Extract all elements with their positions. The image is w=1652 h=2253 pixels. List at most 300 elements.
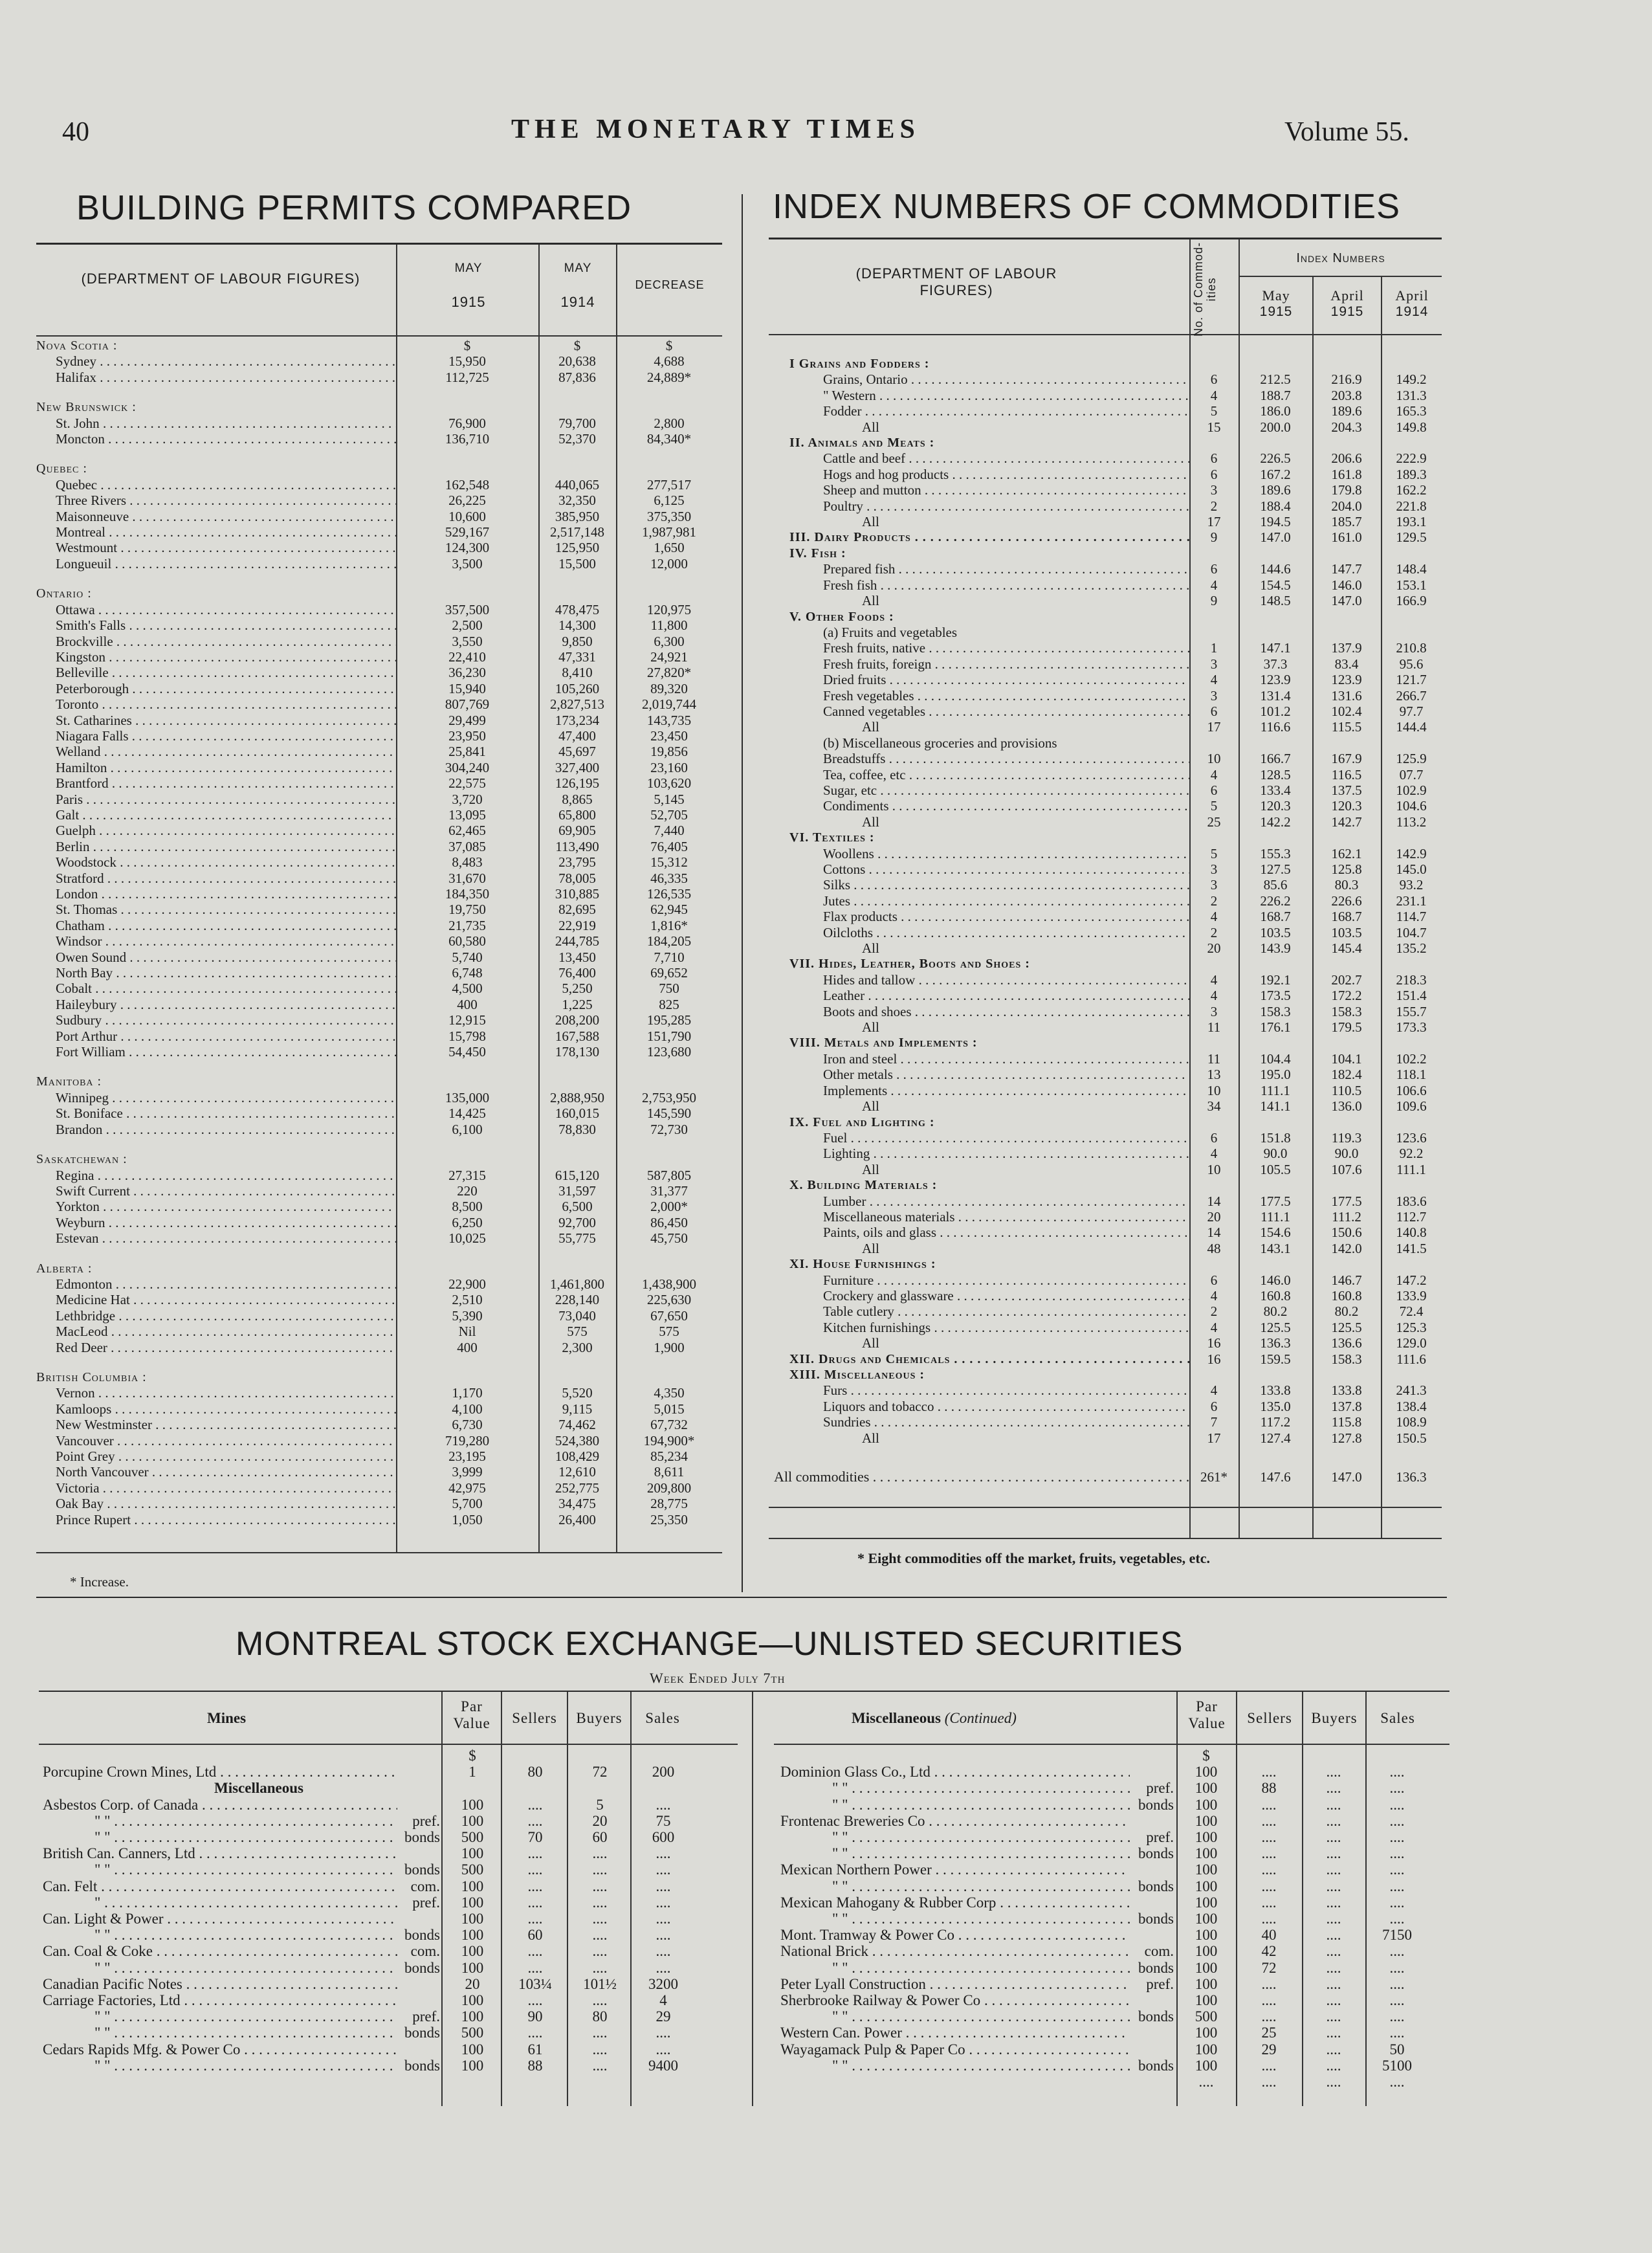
- security-name: Dominion Glass Co., Ltd . . .: [780, 1764, 1130, 1780]
- city-name: Alberta :: [36, 1261, 93, 1276]
- value-may-1914: 74,462: [558, 1417, 596, 1433]
- security-class: com.: [410, 1878, 440, 1894]
- index-may-1915: 133.4: [1260, 782, 1291, 798]
- index-may-1915: 200.0: [1260, 419, 1291, 435]
- pad-cell: [1429, 1878, 1449, 1894]
- value-may-1915: 4,100: [452, 1401, 483, 1417]
- value-may-1915: 2,500: [452, 617, 483, 634]
- city-name: Lethbridge . . .: [36, 1308, 396, 1324]
- index-april-1914: 92.2: [1399, 1146, 1424, 1162]
- pad-cell: [1429, 1829, 1449, 1845]
- commodity-count: 7: [1210, 1414, 1218, 1430]
- sales-value: ....: [655, 1894, 671, 1911]
- value-may-1914: 2,517,148: [550, 524, 604, 540]
- index-april-1914: 129.5: [1396, 529, 1427, 546]
- commodity-count: 4: [1210, 387, 1218, 403]
- mse-right-buyers: Buyers: [1311, 1710, 1358, 1726]
- index-april-1915: 120.3: [1331, 798, 1362, 814]
- value-may-1915: 36,230: [448, 665, 486, 681]
- index-may-1915: 128.5: [1260, 766, 1291, 782]
- pad-cell: [695, 2041, 735, 2058]
- security-class: pref.: [1146, 1829, 1174, 1846]
- commodity-name: Fresh fruits, foreign . . .: [774, 656, 1189, 672]
- province-heading-row: [36, 461, 722, 476]
- commodity-name: Leather . . .: [774, 988, 1189, 1003]
- buyers-value: ....: [1326, 1992, 1341, 2009]
- commodity-name: Liquors and tobacco . . .: [774, 1399, 1189, 1414]
- index-april-1915: 131.6: [1331, 687, 1362, 704]
- sellers-value: ....: [1261, 2074, 1277, 2091]
- index-may-1915: 147.1: [1260, 640, 1291, 656]
- value-may-1914: 228,140: [555, 1292, 600, 1308]
- city-name: Kamloops . . .: [36, 1401, 396, 1417]
- commodity-name: Implements . . .: [774, 1083, 1189, 1098]
- commodity-count: 1: [1210, 640, 1218, 656]
- table-row: [36, 839, 722, 854]
- security-name: National Brick . . .: [780, 1943, 1130, 1959]
- table-row: [780, 1748, 1449, 1764]
- index-april-1914: 162.2: [1396, 482, 1427, 498]
- index-april-1914: 113.2: [1396, 814, 1427, 830]
- value-may-1915: [396, 586, 538, 601]
- commodity-count: [1189, 356, 1239, 372]
- pad-cell: [1429, 2058, 1449, 2074]
- index-april-1915: 115.8: [1331, 1414, 1362, 1430]
- index-may-1915: [1239, 435, 1312, 450]
- value-may-1915: Nil: [458, 1324, 476, 1340]
- commodity-count: 4: [1210, 1146, 1218, 1162]
- spacer-row: [774, 339, 1442, 356]
- city-name: Port Arthur . . .: [36, 1028, 396, 1044]
- group-heading-row: [774, 1256, 1442, 1272]
- table-row: [780, 1943, 1449, 1959]
- commodity-name: Poultry . . .: [774, 498, 1189, 514]
- index-april-1915: 137.8: [1331, 1398, 1362, 1414]
- value-decrease: [616, 586, 722, 601]
- bp-footnote: * Increase.: [70, 1574, 129, 1590]
- sales-value: 50: [1389, 2041, 1405, 2058]
- index-april-1915: 125.8: [1331, 861, 1362, 877]
- table-row: [43, 2058, 735, 2074]
- table-row: [43, 1780, 735, 1796]
- table-row: [36, 1230, 722, 1246]
- table-row: [774, 656, 1442, 672]
- bp-vline-1: [396, 245, 397, 335]
- province-heading-row: [36, 1074, 722, 1089]
- sales-value: ....: [1389, 1943, 1405, 1960]
- security-class: bonds: [1138, 1845, 1174, 1862]
- index-april-1914: 07.7: [1399, 766, 1424, 782]
- security-name: " " . . .: [780, 1797, 1130, 1813]
- group-heading-row: [774, 546, 1442, 561]
- value-decrease: 27,820*: [646, 665, 692, 681]
- value-may-1915: 5,390: [452, 1307, 483, 1324]
- value-decrease: 277,517: [646, 476, 692, 493]
- buyers-value: 80: [592, 2008, 608, 2025]
- sales-value: ....: [655, 1845, 671, 1862]
- security-class: bonds: [404, 1959, 440, 1976]
- security-name: Miscellaneous: [214, 1780, 303, 1797]
- value-decrease: 15,312: [650, 854, 688, 871]
- value-may-1914: 15,500: [558, 555, 596, 572]
- commodity-count: 16: [1207, 1351, 1221, 1367]
- value-may-1915: 15,950: [448, 353, 486, 370]
- commodity-name: " Western . . .: [774, 388, 1189, 403]
- index-may-1915: 101.2: [1260, 703, 1291, 719]
- value-may-1914: 14,300: [558, 617, 596, 634]
- value-may-1914: 65,800: [558, 806, 596, 823]
- city-name: Kingston . . .: [36, 649, 396, 665]
- group-total-row: [774, 940, 1442, 956]
- value-decrease: 52,705: [650, 806, 688, 823]
- pad-cell: [1429, 1976, 1449, 1992]
- commodity-name: VIII. Metals and Implements :: [789, 1036, 978, 1050]
- value-may-1914: [538, 461, 616, 476]
- sales-value: ....: [1389, 1829, 1405, 1846]
- bp-header-block: [36, 245, 722, 337]
- sales-value: ....: [1389, 1764, 1405, 1781]
- value-decrease: [616, 399, 722, 415]
- index-april-1914: 136.3: [1396, 1469, 1427, 1485]
- index-april-1915: [1312, 1256, 1381, 1272]
- sellers-value: ....: [1261, 1796, 1277, 1813]
- index-april-1915: 142.0: [1331, 1240, 1362, 1256]
- table-row: [36, 1308, 722, 1324]
- value-decrease: 2,000*: [650, 1199, 688, 1215]
- buyers-value: ....: [1326, 1812, 1341, 1829]
- value-may-1914: 6,500: [562, 1199, 593, 1215]
- index-april-1914: [1381, 356, 1442, 372]
- city-name: Quebec :: [36, 461, 87, 476]
- buyers-value: ....: [1326, 1764, 1341, 1781]
- table-row: [36, 416, 722, 431]
- value-may-1915: 6,730: [452, 1417, 483, 1433]
- table-row: [780, 1992, 1449, 2008]
- table-row: [36, 1044, 722, 1060]
- index-april-1914: 129.0: [1396, 1335, 1427, 1351]
- security-class: [1130, 1861, 1176, 1878]
- index-may-1915: 103.5: [1260, 924, 1291, 940]
- par-value: 100: [461, 1943, 484, 1960]
- buyers-value: ....: [592, 1992, 608, 2009]
- pad-cell: [1429, 1992, 1449, 2008]
- security-class: [1130, 2025, 1176, 2041]
- buyers-value: ....: [1326, 1975, 1341, 1992]
- security-name: Can. Coal & Coke . . .: [43, 1943, 397, 1959]
- par-value: 100: [461, 1959, 484, 1976]
- pad-cell: [695, 1992, 735, 2008]
- commodity-name: Sheep and mutton . . .: [774, 482, 1189, 498]
- value-may-1915: 1,050: [452, 1511, 483, 1527]
- province-heading-row: [36, 586, 722, 601]
- city-name: St. Catharines . . .: [36, 713, 396, 728]
- sales-value: ....: [655, 2041, 671, 2058]
- index-may-1915: 131.4: [1260, 687, 1291, 704]
- commodity-name: Crockery and glassware . . .: [774, 1288, 1189, 1304]
- value-may-1914: 5,520: [562, 1385, 593, 1401]
- value-decrease: 28,775: [650, 1496, 688, 1512]
- pad-cell: [695, 1764, 735, 1780]
- table-row: [36, 696, 722, 712]
- value-may-1914: 575: [567, 1324, 588, 1340]
- table-row: [774, 1414, 1442, 1430]
- index-april-1914: [1381, 1177, 1442, 1193]
- value-may-1915: $: [463, 338, 471, 353]
- group-heading-row: [774, 830, 1442, 845]
- table-row: [36, 981, 722, 996]
- city-name: Prince Rupert . . .: [36, 1512, 396, 1527]
- sales-value: ....: [1389, 1975, 1405, 1992]
- index-april-1915: 142.7: [1331, 814, 1362, 830]
- index-april-1915: 116.5: [1331, 766, 1362, 782]
- sales-value: 9400: [648, 2057, 678, 2074]
- security-class: bonds: [404, 1829, 440, 1846]
- value-may-1915: 15,798: [448, 1028, 486, 1044]
- security-class: pref.: [1146, 1975, 1174, 1992]
- table-row: [774, 798, 1442, 814]
- pad-cell: [1429, 1960, 1449, 1976]
- value-may-1914: 478,475: [555, 601, 600, 617]
- buyers-value: ....: [592, 1878, 608, 1894]
- value-may-1915: 1,170: [452, 1385, 483, 1401]
- index-april-1915: 226.6: [1331, 893, 1362, 909]
- index-april-1915: 107.6: [1331, 1161, 1362, 1177]
- table-row: [43, 1748, 735, 1764]
- security-class: bonds: [1138, 1911, 1174, 1927]
- pad-cell: [695, 1845, 735, 1861]
- par-value: 100: [1195, 1927, 1218, 1944]
- table-row: [780, 2008, 1449, 2025]
- par-value: 100: [461, 1878, 484, 1894]
- value-may-1914: 385,950: [555, 508, 600, 524]
- value-may-1915: 304,240: [445, 759, 490, 775]
- value-decrease: 89,320: [650, 680, 688, 696]
- sellers-value: ....: [1261, 1975, 1277, 1992]
- value-may-1915: 29,499: [448, 712, 486, 728]
- commodity-count: 9: [1210, 593, 1218, 609]
- spacer-row: [36, 572, 722, 586]
- value-may-1914: 78,830: [558, 1121, 596, 1137]
- city-name: Toronto . . .: [36, 696, 396, 712]
- sellers-value: ....: [1261, 1812, 1277, 1829]
- city-name: Montreal . . .: [36, 524, 396, 540]
- commodity-count: 10: [1207, 1082, 1221, 1098]
- security-class: pref.: [412, 1812, 440, 1829]
- par-value: 100: [1195, 1861, 1218, 1878]
- value-may-1914: 8,410: [562, 665, 593, 681]
- value-may-1915: 26,225: [448, 493, 486, 509]
- par-value: 100: [1195, 1894, 1218, 1911]
- index-april-1914: 141.5: [1396, 1240, 1427, 1256]
- security-class: [397, 1911, 443, 1927]
- commodity-count: 3: [1210, 1003, 1218, 1019]
- table-row: [43, 1943, 735, 1959]
- index-april-1914: 72.4: [1399, 1304, 1424, 1320]
- value-may-1915: 22,575: [448, 775, 486, 792]
- value-may-1914: 26,400: [558, 1511, 596, 1527]
- city-name: St. Thomas . . .: [36, 902, 396, 917]
- table-row: [36, 1496, 722, 1511]
- commodity-count: 3: [1210, 482, 1218, 498]
- group-heading-row: [774, 609, 1442, 625]
- spacer-row: [36, 1355, 722, 1370]
- security-name: Western Can. Power . . .: [780, 2025, 1130, 2041]
- par-value: 500: [1195, 2008, 1218, 2025]
- security-class: bonds: [1138, 1878, 1174, 1894]
- commodity-count: 17: [1207, 719, 1221, 735]
- index-april-1915: 115.5: [1331, 719, 1362, 735]
- index-may-1915: 144.6: [1260, 561, 1291, 577]
- commodity-count: 6: [1210, 703, 1218, 719]
- commodity-count: 2: [1210, 1304, 1218, 1320]
- spacer-row: [36, 1247, 722, 1261]
- table-row: [774, 1130, 1442, 1146]
- table-row: [43, 2025, 735, 2041]
- pad-cell: [1429, 1943, 1449, 1959]
- security-class: bonds: [1138, 1959, 1174, 1976]
- value-may-1915: 719,280: [445, 1432, 490, 1448]
- security-name: " " . . .: [43, 1960, 397, 1976]
- index-april-1915: 158.3: [1331, 1003, 1362, 1019]
- buyers-value: ....: [592, 1927, 608, 1944]
- table-row: [774, 1320, 1442, 1335]
- pad-cell: [695, 1976, 735, 1992]
- index-april-1915: 189.6: [1331, 403, 1362, 419]
- index-april-1915: 167.9: [1331, 751, 1362, 767]
- index-april-1914: 97.7: [1399, 703, 1424, 719]
- table-row: [780, 1813, 1449, 1829]
- sales-value: ....: [1389, 1959, 1405, 1976]
- security-class: pref.: [1146, 1780, 1174, 1797]
- value-decrease: 62,945: [650, 902, 688, 918]
- spacer-row: [36, 1060, 722, 1074]
- city-name: Cobalt . . .: [36, 981, 396, 996]
- table-row: [36, 493, 722, 508]
- commodity-name: Iron and steel . . .: [774, 1051, 1189, 1067]
- table-row: [43, 1878, 735, 1894]
- sales-value: [632, 1780, 695, 1796]
- commodity-count: 2: [1210, 498, 1218, 514]
- buyers-value: 20: [592, 1812, 608, 1829]
- idx-header-block: [769, 239, 1442, 335]
- index-april-1915: [1312, 1367, 1381, 1382]
- security-name: " " . . .: [780, 1845, 1130, 1861]
- pad-cell: [1429, 2008, 1449, 2025]
- index-april-1915: 137.5: [1331, 782, 1362, 798]
- value-may-1914: [538, 1370, 616, 1385]
- table-row: [774, 1225, 1442, 1240]
- value-may-1915: 529,167: [445, 524, 490, 540]
- commodity-name: Fuel . . .: [774, 1130, 1189, 1146]
- value-may-1915: 5,700: [452, 1496, 483, 1512]
- city-name: Vancouver . . .: [36, 1433, 396, 1448]
- table-row: [43, 1960, 735, 1976]
- commodity-count: 10: [1207, 751, 1221, 767]
- value-may-1914: 178,130: [555, 1044, 600, 1060]
- security-name: " " . . .: [43, 2058, 397, 2074]
- group-heading-row: [774, 356, 1442, 372]
- value-may-1914: 87,836: [558, 369, 596, 385]
- value-decrease: 575: [659, 1324, 679, 1340]
- pad-cell: [695, 1797, 735, 1813]
- city-name: Maisonneuve . . .: [36, 509, 396, 524]
- table-row: [36, 431, 722, 447]
- index-april-1915: [1312, 1115, 1381, 1130]
- commodity-name: All: [862, 514, 879, 530]
- commodity-name: Sugar, etc . . .: [774, 782, 1189, 798]
- mse-right-head-continued: (Continued): [944, 1710, 1017, 1726]
- sellers-value: ....: [527, 1861, 543, 1878]
- pad-cell: [695, 1829, 735, 1845]
- index-may-1915: 151.8: [1260, 1129, 1291, 1146]
- commodity-name: Lumber . . .: [774, 1193, 1189, 1209]
- security-class: bonds: [404, 2057, 440, 2074]
- table-row: [780, 2074, 1449, 2090]
- value-may-1915: 22,900: [448, 1276, 486, 1292]
- table-row: [43, 1927, 735, 1943]
- table-row: [36, 744, 722, 759]
- commodity-name: Fresh fruits, native . . .: [774, 640, 1189, 656]
- security-name: Mexican Mahogany & Rubber Corp . . .: [780, 1894, 1130, 1911]
- index-april-1915: 203.8: [1331, 387, 1362, 403]
- index-may-1915: 158.3: [1260, 1003, 1291, 1019]
- sales-value: ....: [1389, 1894, 1405, 1911]
- table-row: [36, 933, 722, 949]
- city-name: Three Rivers . . .: [36, 493, 396, 508]
- value-may-1914: 105,260: [555, 680, 600, 696]
- index-april-1915: [1312, 735, 1381, 751]
- commodity-count: 4: [1210, 988, 1218, 1004]
- value-may-1914: 9,850: [562, 633, 593, 649]
- province-heading-row: [36, 1151, 722, 1167]
- security-name: [780, 1748, 1130, 1764]
- pad-cell: [1429, 1748, 1449, 1764]
- sellers-value: ....: [1261, 1829, 1277, 1846]
- table-row: [774, 1083, 1442, 1098]
- table-row: [774, 972, 1442, 988]
- commodity-name: II. Animals and Meats :: [789, 436, 935, 450]
- par-value: 100: [1195, 1845, 1218, 1862]
- commodity-count: [1189, 1115, 1239, 1130]
- value-may-1915: [396, 1151, 538, 1167]
- commodity-name: Fresh vegetables . . .: [774, 688, 1189, 704]
- table-row: [774, 640, 1442, 656]
- par-value: 100: [1195, 1878, 1218, 1894]
- commodity-name: IV. Fish :: [789, 546, 846, 560]
- table-row: [43, 1976, 735, 1992]
- security-name: Wayagamack Pulp & Paper Co . . .: [780, 2041, 1130, 2058]
- table-row: [36, 1090, 722, 1105]
- buyers-value: ....: [1326, 2074, 1341, 2091]
- buyers-value: ....: [1326, 2041, 1341, 2058]
- security-name: " " . . .: [43, 1829, 397, 1845]
- index-april-1914: 125.3: [1396, 1319, 1427, 1335]
- index-april-1915: 162.1: [1331, 845, 1362, 861]
- commodity-name: Furniture . . .: [774, 1272, 1189, 1288]
- index-april-1914: 210.8: [1396, 640, 1427, 656]
- index-april-1914: 189.3: [1396, 466, 1427, 482]
- pad-cell: [695, 1861, 735, 1878]
- security-name: Asbestos Corp. of Canada . . .: [43, 1797, 397, 1813]
- index-april-1915: 111.2: [1332, 1208, 1361, 1225]
- value-decrease: 7,710: [654, 949, 685, 965]
- sales-value: ....: [1389, 1845, 1405, 1862]
- value-may-1914: 47,400: [558, 727, 596, 744]
- value-decrease: [616, 1074, 722, 1089]
- commodity-count: [1189, 956, 1239, 971]
- index-may-1915: 143.1: [1260, 1240, 1291, 1256]
- buyers-value: 5: [596, 1796, 604, 1813]
